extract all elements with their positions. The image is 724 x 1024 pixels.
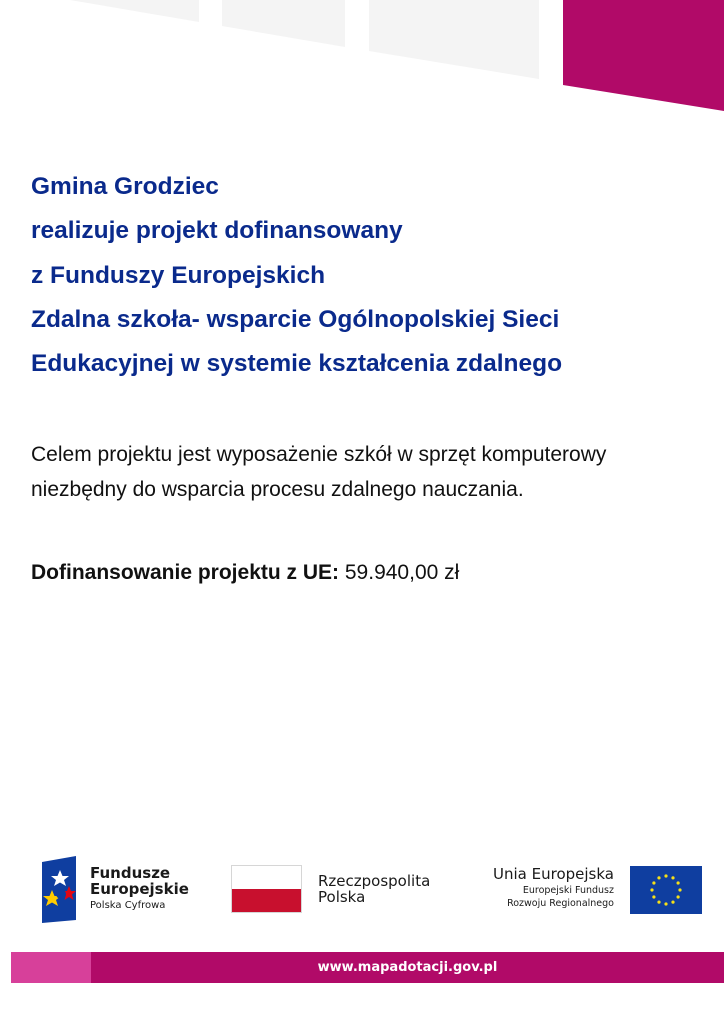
fundusze-text <box>90 865 189 913</box>
fundusze-line2: Europejskie <box>90 880 189 898</box>
logo-unia-europejska <box>470 864 704 916</box>
logo-rzeczpospolita-polska <box>231 865 451 915</box>
project-description <box>31 437 606 507</box>
top-decoration <box>0 0 724 115</box>
footer-accent <box>11 952 91 983</box>
deco-grey-shape-1 <box>70 0 199 22</box>
project-heading <box>31 165 562 386</box>
fundusze-europejskie-stars-icon <box>42 856 78 924</box>
polish-flag-icon <box>231 865 302 913</box>
heading-line: z Funduszy Europejskich <box>31 261 326 289</box>
unia-line1: Unia Europejska <box>493 865 614 883</box>
rzeczpospolita-text <box>318 873 430 905</box>
funding-value: 59.940,00 zł <box>344 561 460 584</box>
heading-line: realizuje projekt dofinansowany <box>31 217 403 245</box>
description-line: niezbędny do wsparcia procesu zdalnego nauczania. <box>31 478 524 501</box>
heading-line: Gmina Grodziec <box>31 173 219 200</box>
logo-fundusze-europejskie <box>42 856 192 924</box>
heading-line: Edukacyjnej w systemie kształcenia zdalnego <box>31 350 563 378</box>
unia-text <box>493 864 614 910</box>
footer-bar <box>11 952 724 983</box>
rzeczpospolita-line2: Polska <box>318 888 366 906</box>
fundusze-line1: Fundusze <box>90 864 171 882</box>
unia-line3: Rozwoju Regionalnego <box>507 898 614 909</box>
deco-grey-shape-3 <box>369 0 539 79</box>
heading-line: Zdalna szkoła- wsparcie Ogólnopolskiej Sieci <box>31 305 560 333</box>
funding-label: Dofinansowanie projektu z UE: <box>31 561 340 584</box>
funding-amount <box>31 561 459 585</box>
fundusze-program: Polska Cyfrowa <box>90 900 166 911</box>
deco-grey-shape-2 <box>222 0 345 47</box>
deco-magenta-shape <box>563 0 724 111</box>
description-line: Celem projektu jest wyposażenie szkół w sprzęt komputerowy <box>31 443 607 466</box>
footer-url-link[interactable]: www.mapadotacji.gov.pl <box>317 960 498 975</box>
unia-line2: Europejski Fundusz <box>522 885 614 896</box>
rzeczpospolita-line1: Rzeczpospolita <box>318 872 431 890</box>
eu-flag-icon <box>630 866 702 914</box>
